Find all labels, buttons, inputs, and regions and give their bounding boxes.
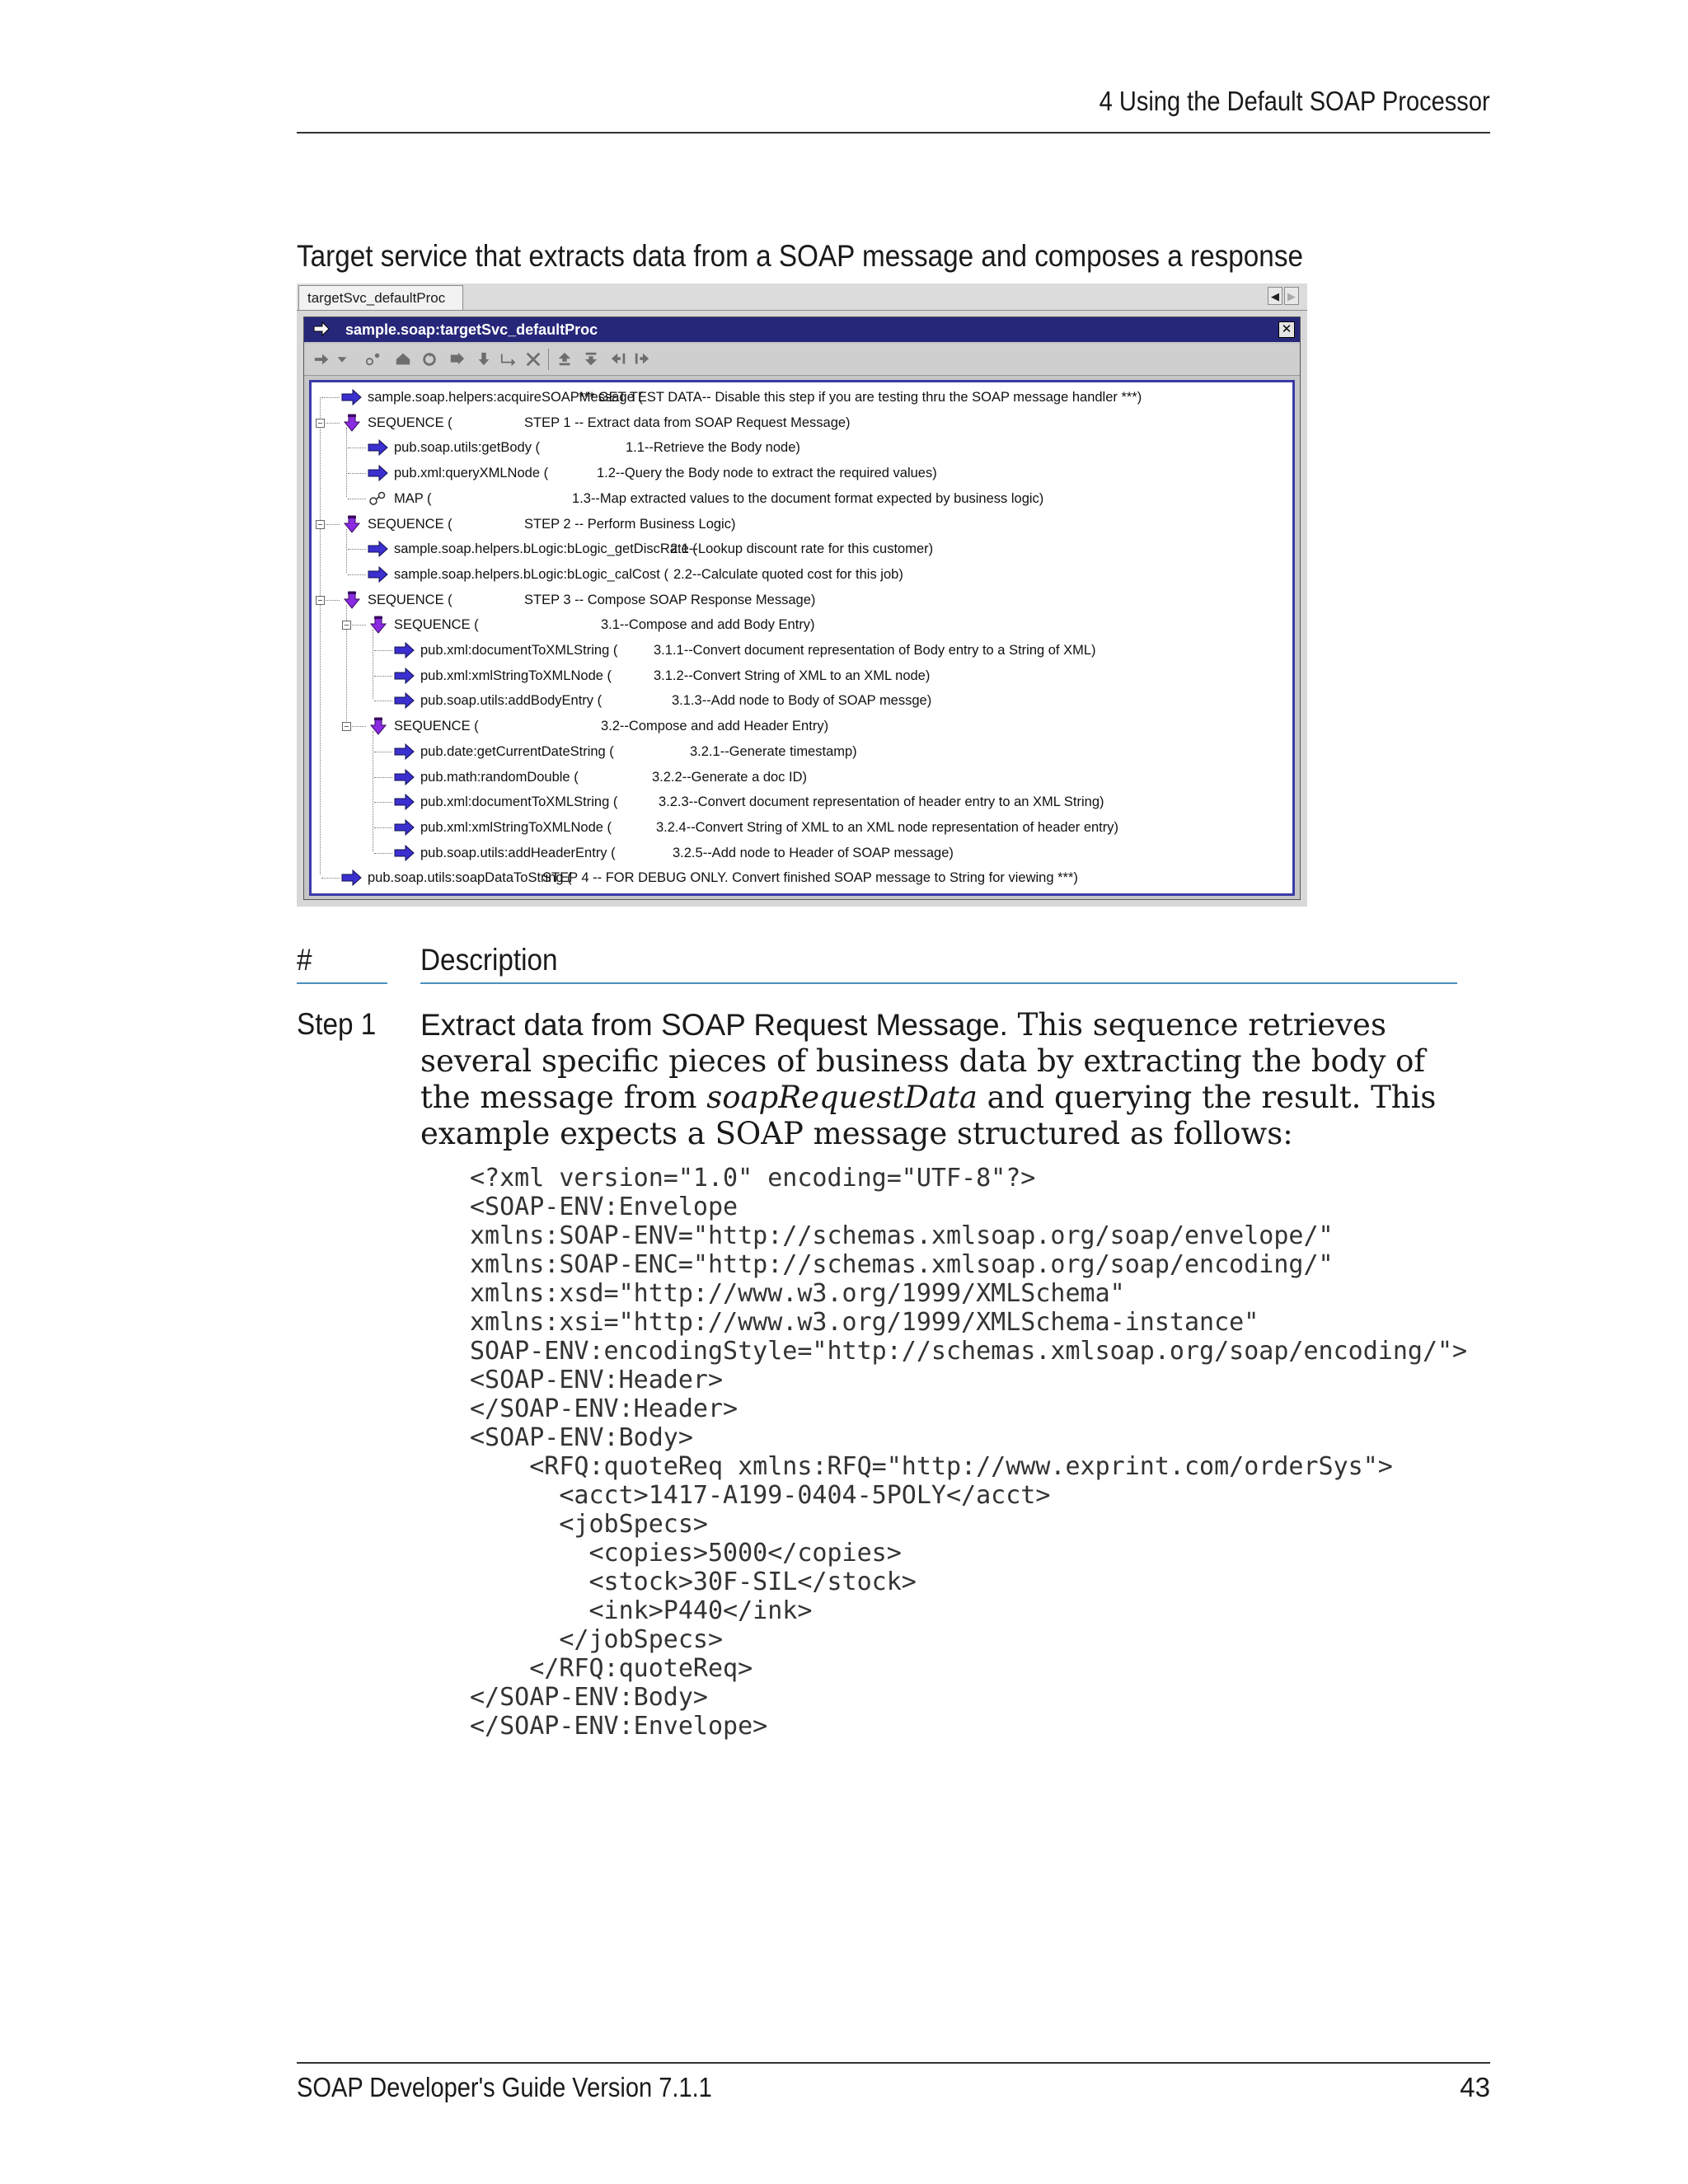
tree-row-invoke[interactable]: [312, 740, 1284, 763]
tree-row-invoke[interactable]: [312, 436, 1284, 459]
tree-row-comment: 3.2.1--Generate timestamp): [690, 743, 857, 759]
flow-toolbar: [304, 344, 1300, 376]
tree-row-comment: *** GET TEST DATA-- Disable this step if you are testing thru the SOAP message handler ***): [579, 390, 1142, 405]
footer-rule: [297, 2062, 1490, 2064]
step-down-icon[interactable]: [474, 351, 494, 368]
invoke-arrow-icon: [394, 818, 415, 837]
tree-row-call: pub.soap.utils:soapDataToString (: [368, 870, 572, 886]
tree-connector: [374, 777, 392, 778]
invoke-arrow-icon: [394, 844, 415, 862]
tree-connector: [348, 549, 366, 550]
invoke-arrow-icon: [368, 540, 389, 558]
tree-row-call: pub.soap.utils:getBody (: [394, 440, 541, 456]
tree-row-comment: STEP 2 -- Perform Business Logic): [524, 516, 736, 532]
tree-row-call: SEQUENCE (: [394, 617, 479, 633]
column-header-number: #: [297, 943, 312, 977]
running-header: 4 Using the Default SOAP Processor: [1099, 86, 1490, 116]
close-button[interactable]: ✕: [1278, 321, 1295, 338]
tree-row-invoke[interactable]: [312, 790, 1284, 813]
collapse-toggle-icon[interactable]: −: [316, 419, 325, 428]
tree-connector: [348, 473, 366, 474]
tree-row-invoke[interactable]: [312, 462, 1284, 485]
tree-row-comment: 1.1--Retrieve the Body node): [626, 440, 800, 456]
tree-row-call: SEQUENCE (: [368, 415, 452, 430]
tree-row-sequence[interactable]: [312, 613, 1284, 636]
tree-row-comment: 2.2--Calculate quoted cost for this job): [673, 566, 903, 582]
step-text-1: This sequence retrieves several specific pieces of business data by extracting the body of the message from: [420, 1007, 1426, 1115]
collapse-toggle-icon[interactable]: −: [342, 722, 351, 731]
sequence-arrow-icon: [368, 717, 389, 735]
window-arrow-icon: [312, 320, 331, 338]
tree-row-comment: 3.1.3--Add node to Body of SOAP messge): [672, 693, 932, 709]
tree-connector: [374, 650, 392, 651]
invoke-arrow-icon: [341, 869, 363, 887]
tree-row-call: pub.xml:documentToXMLString (: [420, 643, 618, 658]
tree-row-comment: 3.2--Compose and add Header Entry): [601, 719, 829, 734]
move-down-icon[interactable]: [581, 351, 601, 368]
sequence-arrow-icon: [341, 515, 363, 533]
tree-row-comment: 3.2.3--Convert document representation of header entry to an XML String): [659, 794, 1104, 810]
figure-caption: Target service that extracts data from a SOAP message and composes a response: [297, 239, 1304, 273]
sequence-arrow-icon: [368, 616, 389, 634]
invoke-arrow-icon: [394, 691, 415, 710]
tree-row-comment: STEP 4 -- FOR DEBUG ONLY. Convert finished SOAP message to String for viewing ***): [542, 870, 1078, 886]
tree-row-comment: 3.2.5--Add node to Header of SOAP message): [673, 845, 954, 860]
tree-connector: [374, 676, 392, 677]
tree-row-invoke[interactable]: [312, 766, 1284, 789]
invoke-arrow-icon: [394, 641, 415, 659]
tree-row-comment: 3.1.1--Convert document representation of Body entry to a String of XML): [654, 643, 1096, 658]
collapse-toggle-icon[interactable]: −: [316, 596, 325, 605]
tree-row-sequence[interactable]: [312, 715, 1284, 738]
tree-row-comment: 3.2.2--Generate a doc ID): [652, 769, 808, 785]
tree-row-comment: STEP 1 -- Extract data from SOAP Request Message): [524, 415, 851, 430]
dropdown-icon[interactable]: [332, 351, 352, 368]
tree-row-call: sample.soap.helpers:acquireSOAPMessage (: [368, 390, 643, 405]
collapse-toggle-icon[interactable]: −: [342, 621, 351, 630]
tree-row-call: SEQUENCE (: [368, 516, 452, 532]
branch-icon[interactable]: [499, 351, 518, 368]
step-text-italic: soapRequestData: [706, 1080, 978, 1115]
indent-right-icon[interactable]: [632, 351, 652, 368]
invoke-arrow-icon: [368, 464, 389, 482]
tree-connector: [321, 397, 340, 398]
tree-connector: [374, 802, 392, 803]
tree-connector: [374, 853, 392, 854]
tree-row-invoke[interactable]: [312, 816, 1284, 839]
tab-targetsvc[interactable]: targetSvc_defaultProc: [298, 285, 463, 310]
invoke-arrow-icon: [341, 388, 363, 406]
tree-row-invoke[interactable]: [312, 639, 1284, 662]
flow-window: [303, 316, 1301, 900]
flow-icon[interactable]: [363, 351, 383, 368]
tree-connector: [348, 574, 366, 575]
tree-row-comment: 3.1--Compose and add Body Entry): [601, 617, 815, 633]
step-description: [420, 1007, 1459, 1152]
tree-connector: [374, 827, 392, 828]
tree-row-comment: 1.2--Query the Body node to extract the required values): [597, 466, 937, 481]
invoke-arrow-icon: [368, 438, 389, 457]
tree-row-invoke[interactable]: [312, 866, 1284, 889]
tree-row-invoke[interactable]: [312, 841, 1284, 865]
invoke-arrow-icon: [368, 565, 389, 583]
home-icon[interactable]: [393, 351, 413, 368]
tree-row-call: pub.xml:xmlStringToXMLNode (: [420, 668, 612, 683]
invoke-arrow-icon: [394, 667, 415, 685]
tree-row-call: sample.soap.helpers.bLogic:bLogic_calCost (: [394, 566, 668, 582]
loop-icon[interactable]: [420, 351, 439, 368]
tree-row-map[interactable]: [312, 487, 1284, 510]
header-rule: [297, 132, 1490, 134]
disable-icon[interactable]: [523, 351, 543, 368]
invoke-arrow-icon: [394, 743, 415, 761]
step-text-2: and querying the result. This example expects a SOAP message structured as follows:: [420, 1080, 1437, 1151]
tree-row-sequence[interactable]: [312, 411, 1284, 434]
tree-row-call: SEQUENCE (: [394, 719, 479, 734]
tree-row-call: MAP (: [394, 490, 432, 506]
step-into-icon[interactable]: [448, 351, 467, 368]
tree-row-sequence[interactable]: [312, 588, 1284, 612]
page-number: 43: [1460, 2072, 1490, 2102]
tree-row-invoke[interactable]: [312, 664, 1284, 687]
tree-row-call: pub.xml:xmlStringToXMLNode (: [420, 819, 612, 835]
map-icon: [368, 490, 389, 508]
tree-connector: [321, 878, 340, 879]
tree-row-comment: 3.1.2--Convert String of XML to an XML node): [654, 668, 931, 683]
invoke-arrow-icon: [394, 793, 415, 811]
tree-row-comment: STEP 3 -- Compose SOAP Response Message): [524, 592, 816, 607]
move-up-icon[interactable]: [555, 351, 574, 368]
tree-row-comment: 3.2.4--Convert String of XML to an XML node representation of header entry): [656, 819, 1118, 835]
insert-arrow-icon[interactable]: [312, 351, 332, 368]
indent-left-icon[interactable]: [609, 351, 629, 368]
toolbar-separator: [548, 349, 549, 370]
scroll-right-button[interactable]: ▶: [1284, 287, 1299, 305]
tree-row-call: pub.xml:queryXMLNode (: [394, 466, 549, 481]
window-title-bar: [304, 317, 1300, 342]
scroll-left-button[interactable]: ◀: [1268, 287, 1282, 305]
collapse-toggle-icon[interactable]: −: [316, 520, 325, 529]
column-rule-number: [297, 982, 387, 984]
sequence-arrow-icon: [341, 591, 363, 609]
tab-strip: [297, 284, 1307, 311]
tree-row-comment: 2.1--Lookup discount rate for this customer): [670, 541, 934, 557]
tree-row-call: pub.date:getCurrentDateString (: [420, 743, 614, 759]
step-lead: Extract data from SOAP Request Message.: [420, 1008, 1008, 1042]
tree-row-call: pub.soap.utils:addBodyEntry (: [420, 693, 603, 709]
tree-row-call: pub.soap.utils:addHeaderEntry (: [420, 845, 616, 860]
soap-xml-example: <?xml version="1.0" encoding="UTF-8"?> <SOAP-ENV:Envelope xmlns:SOAP-ENV="http://schemas.xmlsoap.org/soap/envelope/" xmlns:SOAP-ENC="http://schemas.xmlsoap.org/soap/encoding/" xmlns:xsd="http://www.w3.org/1999/XMLSchema" xmlns:xsi="http://www.w3.org/1999/XMLSchema-instance" SOAP-ENV:encodingStyle="http://schemas.xmlsoap.org/soap/encoding/"> <SOAP-ENV:Header> </SOAP-ENV:Header> <SOAP-ENV:Body> <RFQ:quoteReq xmlns:RFQ="http://www.exprint.com/orderSys"> <acct>1417-A199-0404-5POLY</acct> <jobSpecs> <copies>5000</copies> <stock>30F-SIL</stock> <ink>P440</ink> </jobSpecs> </RFQ:quoteReq> </SOAP-ENV:Body> </SOAP-ENV:Envelope>: [470, 1164, 1468, 1741]
tree-row-call: sample.soap.helpers.bLogic:bLogic_getDiscRate (: [394, 541, 697, 557]
sequence-arrow-icon: [341, 414, 363, 432]
flow-editor-screenshot: [297, 284, 1307, 907]
tree-row-invoke[interactable]: [312, 563, 1284, 586]
window-title: sample.soap:targetSvc_defaultProc: [345, 321, 598, 338]
step-label: Step 1: [297, 1007, 377, 1041]
flow-tree: [309, 380, 1295, 896]
tree-row-sequence[interactable]: [312, 513, 1284, 536]
column-header-description: Description: [420, 943, 558, 977]
column-rule-description: [420, 982, 1457, 984]
footer-guide-title: SOAP Developer's Guide Version 7.1.1: [297, 2072, 712, 2102]
tree-row-call: pub.xml:documentToXMLString (: [420, 794, 618, 810]
tree-row-invoke[interactable]: [312, 689, 1284, 712]
invoke-arrow-icon: [394, 768, 415, 786]
tree-row-invoke[interactable]: [312, 537, 1284, 560]
tree-row-invoke[interactable]: [312, 386, 1284, 409]
tree-row-call: SEQUENCE (: [368, 592, 452, 607]
tree-row-comment: 1.3--Map extracted values to the document format expected by business logic): [572, 490, 1044, 506]
tree-row-call: pub.math:randomDouble (: [420, 769, 579, 785]
